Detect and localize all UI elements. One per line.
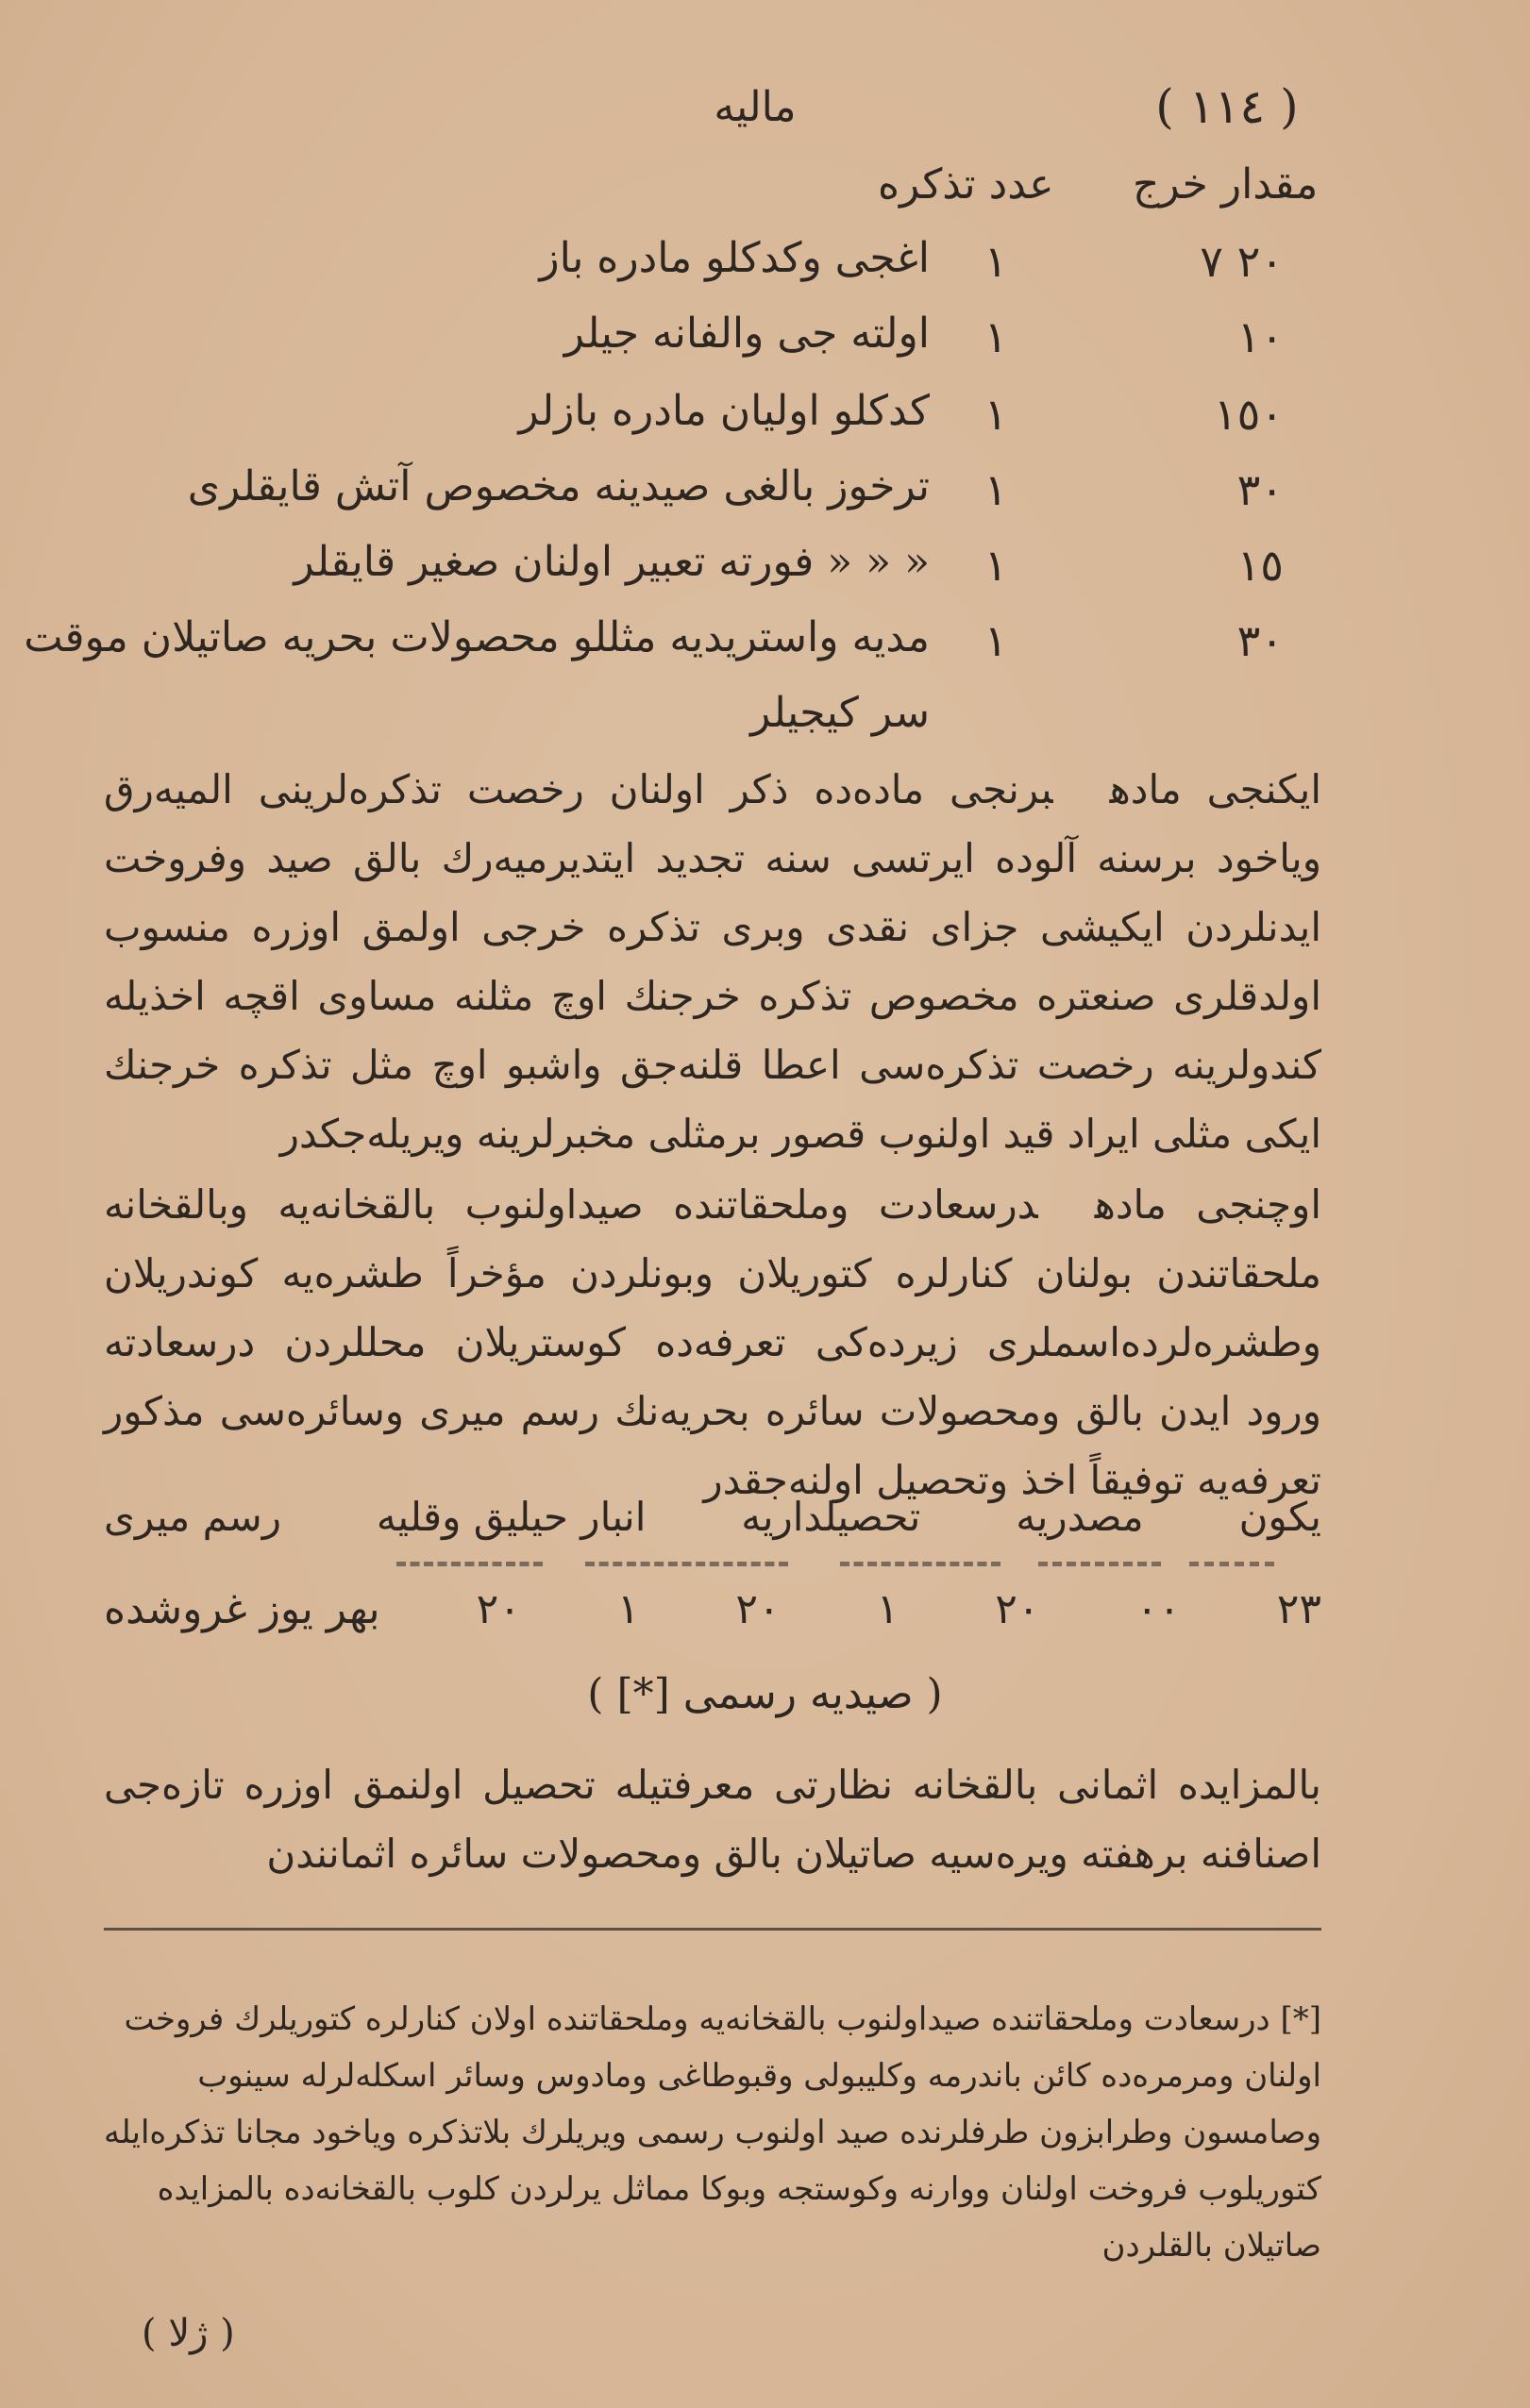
row-1-amount: ٢٠ ٧ bbox=[1200, 236, 1284, 287]
article-2-text: برنجی ماده‌ده ذکر اولنان رخصت تذکره‌لرینی المیه‌رق ویاخود برسنه آلوده ایرتسی سنه تجدید ایتدیرمیه‌رك بالق صید وفروخت ایدنلردن ایکیشی جزای نقدی وبری تذکره خرجی اولمق اوزره منسوب اولدقلری صنعتره مخصوص تذکره خرجنك اوچ مثلنه مساوی اقچه اخذیله کندولرینه رخصت تذکره‌سی اعطا قلنه‌جق واشبو اوچ مثل تذکره خرجنك ایکی مثلی ایراد قید اولنوب قصور برمثلی مخبرلرینه ویریله‌جکدر bbox=[104, 766, 1321, 1157]
tax-col-3: تحصیلداریه bbox=[741, 1494, 921, 1540]
tax-val-8: بهر یوز غروشده bbox=[104, 1585, 380, 1633]
closing-paragraph: بالمزایده اثمانی بالقخانه نظارتی معرفتیله تحصیل اولنمق اوزره تازه‌جی اصنافنه برهفته ویره‌سیه صاتیلان بالق ومحصولات سائره اثمانندن bbox=[104, 1762, 1321, 1877]
article-3-label: اوچنجی ماده bbox=[1094, 1181, 1322, 1228]
tax-val-2: ٠٠ bbox=[1135, 1585, 1181, 1633]
column-header-amount: مقدار خرج bbox=[1133, 160, 1319, 209]
tax-val-4: ١ bbox=[876, 1585, 900, 1633]
row-6-amount: ٣٠ bbox=[1236, 615, 1284, 666]
row-2-description: اولته جی والفانه جیلر bbox=[563, 309, 930, 358]
footnote-divider bbox=[104, 1928, 1321, 1931]
row-2-amount: ١٠ bbox=[1236, 311, 1284, 362]
tax-val-3: ٢٠ bbox=[995, 1585, 1040, 1633]
row-1-description: اغجی وکدکلو مادره باز bbox=[539, 234, 930, 282]
row-2-count: ١ bbox=[984, 311, 1008, 362]
article-3-paragraph bbox=[104, 1170, 1321, 1514]
signature-mark: ( ژلا ) bbox=[142, 2312, 235, 2355]
row-4-description: ترخوز بالغی صیدینه مخصوص آتش قایقلری bbox=[187, 462, 930, 510]
row-3-amount: ١٥٠ bbox=[1213, 389, 1284, 440]
section-title: ( صیدیه رسمی [*] ) bbox=[587, 1670, 943, 1718]
row-3-count: ١ bbox=[984, 389, 1008, 440]
tax-val-1: ٢٣ bbox=[1276, 1585, 1321, 1633]
tax-rule-5 bbox=[396, 1562, 543, 1576]
tax-rule-4 bbox=[585, 1562, 788, 1576]
tax-col-1: یکون bbox=[1238, 1494, 1321, 1540]
row-3-description: کدکلو اولیان مادره بازلر bbox=[518, 387, 930, 435]
footnote: [*] درسعادت وملحقاتنده صیداولنوب بالقخانه‌یه وملحقاتنده اولان کنارلره کتوریلرك فروخت اولنان ومرمره‌ده کائن باندرمه وکلیبولی وقبوطاغی ومادوس وسائر اسکله‌لرله سینوب وصامسون وطرابزون طرفلرنده صید اولنوب رسمی ویریلرك بلاتذکره ویاخود مجانا تذکره‌ایله کتوریلوب فروخت اولنان ووارنه وکوستجه وبوکا مماثل یرلردن کلوب بالقخانه‌ده بالمزایده صاتیلان بالقلردن bbox=[104, 2000, 1321, 2265]
tax-val-7: ٢٠ bbox=[476, 1585, 521, 1633]
tax-col-2: مصدریه bbox=[1016, 1494, 1144, 1540]
row-1-count: ١ bbox=[984, 236, 1008, 287]
tax-table-header bbox=[104, 1494, 1321, 1550]
tax-table-values bbox=[104, 1585, 1321, 1633]
row-5-count: ١ bbox=[984, 540, 1008, 591]
tax-rule-1 bbox=[1189, 1562, 1274, 1576]
row-6-description: مدیه واستریدیه مثللو محصولات بحریه صاتیلان موقت bbox=[24, 613, 930, 661]
tax-rule-3 bbox=[840, 1562, 1000, 1576]
row-4-amount: ٣٠ bbox=[1236, 464, 1284, 515]
article-2-label: ایکنجی ماده bbox=[1109, 766, 1322, 812]
tax-val-6: ١ bbox=[616, 1585, 640, 1633]
row-6-count: ١ bbox=[984, 615, 1008, 666]
row-5-amount: ١٥ bbox=[1236, 540, 1284, 591]
article-3-text: درسعادت وملحقاتنده صیداولنوب بالقخانه‌یه وبالقخانه ملحقاتندن بولنان کنارلره کتوریلان وبونلردن مؤخراً طشره‌یه کوندریلان وطشره‌لرده‌اسملری زیرده‌کی تعرفه‌ده کوستریلان محللردن درسعادته ورود ایدن بالق ومحصولات سائره بحریه‌نك رسم میری وسائره‌سی مذکور تعرفه‌یه توفیقاً اخذ وتحصیل اولنه‌جقدر bbox=[104, 1181, 1321, 1503]
row-6-description-cont: سر کیجیلر bbox=[750, 689, 930, 737]
page-header-title: مالیه bbox=[714, 83, 797, 131]
tax-col-5: رسم میری bbox=[104, 1494, 281, 1540]
row-5-description: « « « فورته تعبیر اولنان صغیر قایقلر bbox=[294, 538, 930, 586]
article-2-paragraph bbox=[104, 755, 1321, 1168]
tax-col-4: انبار حیلیق وقلیه bbox=[376, 1494, 647, 1540]
tax-val-5: ٢٠ bbox=[735, 1585, 781, 1633]
column-header-count: عدد تذکره bbox=[878, 160, 1054, 209]
tax-rule-2 bbox=[1038, 1562, 1161, 1576]
row-4-count: ١ bbox=[984, 464, 1008, 515]
page-number: ( ١١٤ ) bbox=[1155, 79, 1299, 134]
